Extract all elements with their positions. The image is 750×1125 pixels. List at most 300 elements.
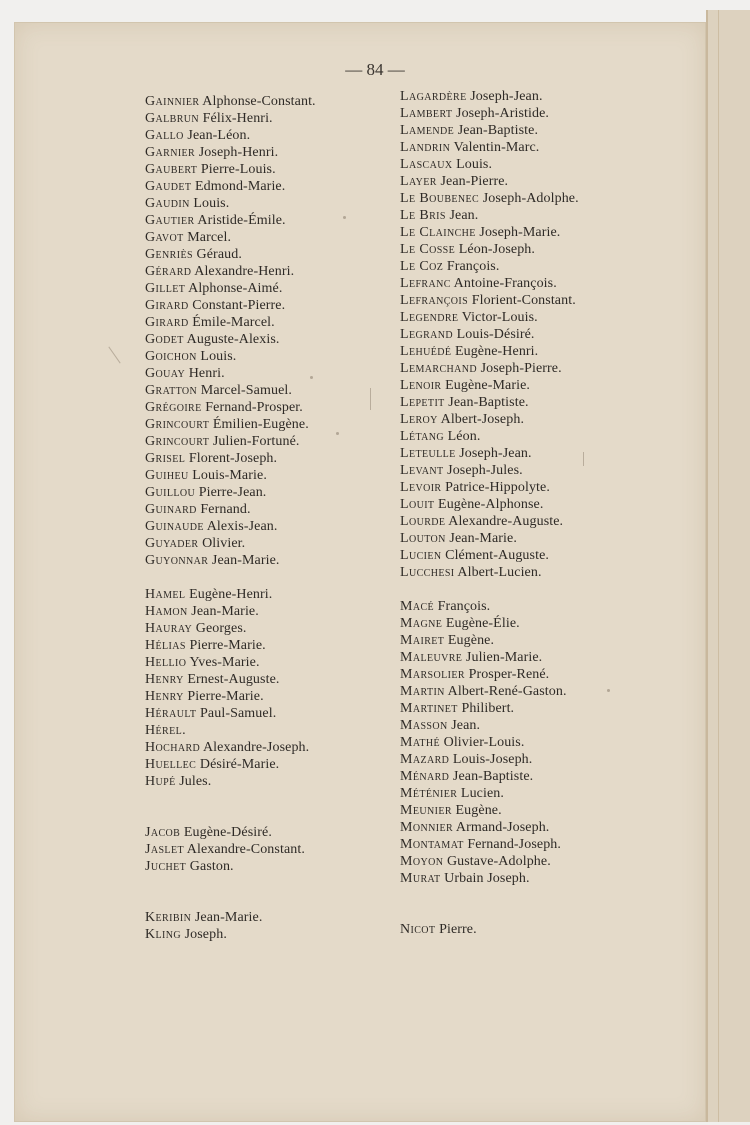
- surname: Godet: [145, 332, 184, 347]
- name-entry: [400, 411, 655, 428]
- name-entry: [400, 496, 655, 513]
- name-entry: [400, 258, 655, 275]
- surname: Grisel: [145, 451, 186, 466]
- given-names: Jean-Baptiste.: [448, 395, 529, 410]
- name-entry: [145, 229, 380, 246]
- given-names: Jean-Pierre.: [440, 174, 509, 189]
- given-names: Florent-Joseph.: [188, 451, 278, 466]
- given-names: Pierre-Louis.: [200, 162, 276, 177]
- name-entry: [145, 331, 380, 348]
- given-names: Gustave-Adolphe.: [446, 854, 551, 869]
- name-group-j: [145, 824, 380, 875]
- name-entry: [145, 671, 380, 688]
- name-entry: [145, 110, 380, 127]
- name-entry: [400, 547, 655, 564]
- name-entry: [145, 178, 380, 195]
- surname: Le Clainche: [400, 225, 476, 240]
- name-list: [400, 598, 655, 887]
- surname: Huellec: [145, 757, 197, 772]
- given-names: Joseph-Pierre.: [480, 361, 562, 376]
- given-names: Pierre-Marie.: [189, 638, 266, 653]
- name-entry: [400, 530, 655, 547]
- name-entry: [145, 161, 380, 178]
- surname: Guyonnar: [145, 553, 209, 568]
- surname: Gratton: [145, 383, 198, 398]
- given-names: Ernest-Auguste.: [187, 672, 280, 687]
- given-names: Albert-Lucien.: [457, 565, 542, 580]
- name-entry: [400, 683, 655, 700]
- name-entry: [145, 535, 380, 552]
- name-entry: [400, 224, 655, 241]
- given-names: Pierre.: [439, 922, 477, 937]
- surname: Hérel.: [145, 723, 187, 738]
- given-names: Fernand-Joseph.: [467, 837, 561, 852]
- surname: Gallo: [145, 128, 184, 143]
- given-names: Émilien-Eugène.: [212, 417, 309, 432]
- given-names: Louis-Marie.: [192, 468, 267, 483]
- name-entry: [145, 926, 380, 943]
- given-names: Julien-Fortuné.: [212, 434, 300, 449]
- group-spacer: [400, 581, 655, 598]
- given-names: Auguste-Alexis.: [186, 332, 280, 347]
- name-entry: [400, 190, 655, 207]
- surname: Jaslet: [145, 842, 184, 857]
- name-entry: [400, 394, 655, 411]
- given-names: Géraud.: [196, 247, 242, 262]
- given-names: Eugène-Henri.: [454, 344, 539, 359]
- surname: Goichon: [145, 349, 197, 364]
- name-entry: [400, 768, 655, 785]
- given-names: Clément-Auguste.: [445, 548, 549, 563]
- given-names: Louis-Joseph.: [452, 752, 533, 767]
- given-names: Fernand.: [200, 502, 251, 517]
- given-names: Julien-Marie.: [465, 650, 543, 665]
- name-list: [145, 824, 380, 875]
- surname: Girard: [145, 315, 189, 330]
- given-names: Patrice-Hippolyte.: [445, 480, 550, 495]
- surname: Monnier: [400, 820, 454, 835]
- surname: Hélias: [145, 638, 186, 653]
- name-entry: [145, 433, 380, 450]
- surname: Martin: [400, 684, 445, 699]
- surname: Lepetit: [400, 395, 445, 410]
- given-names: Eugène-Marie.: [445, 378, 530, 393]
- paper-speck: [607, 689, 610, 692]
- given-names: Jules.: [179, 774, 212, 789]
- surname: Guyader: [145, 536, 199, 551]
- surname: Nicot: [400, 922, 436, 937]
- page-number: — 84 —: [345, 60, 405, 79]
- given-names: Pierre-Jean.: [198, 485, 267, 500]
- surname: Keribin: [145, 910, 192, 925]
- given-names: Léon-Joseph.: [458, 242, 536, 257]
- name-entry: [400, 751, 655, 768]
- paper-speck: [343, 216, 346, 219]
- given-names: Urbain Joseph.: [444, 871, 530, 886]
- name-entry: [400, 853, 655, 870]
- name-entry: [400, 241, 655, 258]
- name-list: [145, 93, 380, 569]
- name-entry: [145, 654, 380, 671]
- name-entry: [400, 513, 655, 530]
- name-entry: [400, 479, 655, 496]
- surname: Garnier: [145, 145, 196, 160]
- name-list: [145, 586, 380, 790]
- surname: Grincourt: [145, 434, 210, 449]
- surname: Gaudet: [145, 179, 192, 194]
- surname: Murat: [400, 871, 441, 886]
- given-names: Louis-Désiré.: [456, 327, 535, 342]
- name-group-h: [145, 586, 380, 790]
- name-entry: [145, 348, 380, 365]
- given-names: Alexandre-Constant.: [186, 842, 305, 857]
- name-entry: [145, 263, 380, 280]
- name-entry: [400, 734, 655, 751]
- name-group-n: [400, 921, 655, 938]
- surname: Mairet: [400, 633, 445, 648]
- group-spacer: [145, 875, 380, 909]
- name-entry: [145, 620, 380, 637]
- given-names: Alphonse-Aimé.: [188, 281, 283, 296]
- name-entry: [145, 195, 380, 212]
- name-entry: [400, 870, 655, 887]
- surname: Moyon: [400, 854, 444, 869]
- name-entry: [400, 462, 655, 479]
- name-entry: [145, 484, 380, 501]
- name-entry: [145, 518, 380, 535]
- left-name-column: [145, 93, 380, 943]
- name-entry: [145, 501, 380, 518]
- surname: Gérard: [145, 264, 192, 279]
- given-names: Émile-Marcel.: [192, 315, 275, 330]
- given-names: Alexis-Jean.: [206, 519, 278, 534]
- name-entry: [400, 105, 655, 122]
- given-names: Philibert.: [461, 701, 515, 716]
- surname: Maleuvre: [400, 650, 463, 665]
- name-entry: [400, 598, 655, 615]
- surname: Lambert: [400, 106, 453, 121]
- surname: Macé: [400, 599, 435, 614]
- surname: Létang: [400, 429, 445, 444]
- surname: Legrand: [400, 327, 454, 342]
- name-entry: [145, 399, 380, 416]
- given-names: Valentin-Marc.: [453, 140, 540, 155]
- surname: Kling: [145, 927, 181, 942]
- paper-speck: [336, 432, 339, 435]
- surname: Galbrun: [145, 111, 200, 126]
- surname: Lefranc: [400, 276, 451, 291]
- name-entry: [145, 144, 380, 161]
- pencil-mark: [583, 452, 584, 466]
- surname: Genriès: [145, 247, 193, 262]
- surname: Hupé: [145, 774, 176, 789]
- surname: Ménard: [400, 769, 450, 784]
- right-name-column: [400, 88, 655, 938]
- name-entry: [400, 377, 655, 394]
- name-entry: [145, 705, 380, 722]
- surname: Lemarchand: [400, 361, 477, 376]
- name-entry: [400, 445, 655, 462]
- name-entry: [145, 127, 380, 144]
- surname: Legendre: [400, 310, 459, 325]
- surname: Mathé: [400, 735, 440, 750]
- name-entry: [400, 292, 655, 309]
- given-names: Joseph-Marie.: [479, 225, 561, 240]
- group-spacer: [145, 569, 380, 586]
- given-names: Jean-Baptiste.: [452, 769, 534, 784]
- surname: Lucien: [400, 548, 442, 563]
- given-names: Fernand-Prosper.: [205, 400, 303, 415]
- name-entry: [145, 586, 380, 603]
- name-group-k: [145, 909, 380, 943]
- surname: Marsolier: [400, 667, 465, 682]
- name-entry: [400, 173, 655, 190]
- given-names: François.: [437, 599, 491, 614]
- given-names: Jean.: [449, 208, 479, 223]
- surname: Grincourt: [145, 417, 210, 432]
- surname: Gainnier: [145, 94, 200, 109]
- name-entry: [400, 802, 655, 819]
- name-list: [145, 909, 380, 943]
- name-entry: [400, 717, 655, 734]
- surname: Meunier: [400, 803, 452, 818]
- group-spacer: [400, 887, 655, 921]
- surname: Le Cosse: [400, 242, 456, 257]
- surname: Gaudin: [145, 196, 190, 211]
- given-names: Joseph-Aristide.: [456, 106, 550, 121]
- name-entry: [145, 297, 380, 314]
- given-names: Pierre-Marie.: [187, 689, 264, 704]
- name-entry: [145, 382, 380, 399]
- given-names: Gaston.: [189, 859, 234, 874]
- surname: Gillet: [145, 281, 186, 296]
- surname: Masson: [400, 718, 448, 733]
- name-entry: [145, 450, 380, 467]
- given-names: Edmond-Marie.: [195, 179, 286, 194]
- name-list: [400, 921, 655, 938]
- surname: Jacob: [145, 825, 181, 840]
- name-group-l: [400, 88, 655, 581]
- name-group-g: [145, 93, 380, 569]
- pencil-mark: [370, 388, 371, 410]
- name-entry: [145, 841, 380, 858]
- given-names: Paul-Samuel.: [200, 706, 277, 721]
- name-entry: [400, 700, 655, 717]
- given-names: Louis.: [200, 349, 237, 364]
- surname: Levoir: [400, 480, 442, 495]
- given-names: Eugène-Désiré.: [183, 825, 272, 840]
- name-entry: [400, 309, 655, 326]
- surname: Gaubert: [145, 162, 198, 177]
- surname: Lourde: [400, 514, 446, 529]
- surname: Lamende: [400, 123, 455, 138]
- given-names: Antoine-François.: [453, 276, 557, 291]
- name-entry: [145, 552, 380, 569]
- surname: Juchet: [145, 859, 187, 874]
- surname: Landrin: [400, 140, 451, 155]
- name-entry: [145, 467, 380, 484]
- name-entry: [400, 564, 655, 581]
- given-names: Jean-Marie.: [449, 531, 517, 546]
- surname: Martinet: [400, 701, 458, 716]
- given-names: Victor-Louis.: [461, 310, 538, 325]
- given-names: Henri.: [188, 366, 225, 381]
- surname: Levant: [400, 463, 444, 478]
- name-entry: [400, 156, 655, 173]
- given-names: Joseph-Jules.: [447, 463, 523, 478]
- surname: Gouay: [145, 366, 186, 381]
- surname: Le Boubenec: [400, 191, 480, 206]
- name-entry: [400, 632, 655, 649]
- name-entry: [400, 139, 655, 156]
- surname: Guillou: [145, 485, 196, 500]
- name-entry: [145, 280, 380, 297]
- surname: Hérault: [145, 706, 197, 721]
- given-names: Joseph-Henri.: [198, 145, 279, 160]
- surname: Hamon: [145, 604, 188, 619]
- given-names: Armand-Joseph.: [455, 820, 550, 835]
- given-names: Eugène-Henri.: [189, 587, 273, 602]
- name-entry: [145, 773, 380, 790]
- given-names: Lucien.: [460, 786, 504, 801]
- surname: Lascaux: [400, 157, 453, 172]
- surname: Hochard: [145, 740, 201, 755]
- surname: Le Bris: [400, 208, 446, 223]
- surname: Hellio: [145, 655, 187, 670]
- name-entry: [145, 824, 380, 841]
- surname: Gautier: [145, 213, 195, 228]
- name-entry: [400, 819, 655, 836]
- given-names: Félix-Henri.: [202, 111, 273, 126]
- given-names: Jean.: [451, 718, 481, 733]
- given-names: Alexandre-Auguste.: [448, 514, 564, 529]
- given-names: Joseph.: [184, 927, 227, 942]
- name-entry: [400, 343, 655, 360]
- surname: Le Coz: [400, 259, 444, 274]
- surname: Louton: [400, 531, 446, 546]
- given-names: Florient-Constant.: [471, 293, 576, 308]
- name-entry: [400, 649, 655, 666]
- name-group-m: [400, 598, 655, 887]
- given-names: François.: [446, 259, 500, 274]
- given-names: Albert-Joseph.: [440, 412, 525, 427]
- surname: Lenoir: [400, 378, 442, 393]
- surname: Grégoire: [145, 400, 202, 415]
- surname: Magne: [400, 616, 443, 631]
- name-entry: [145, 93, 380, 110]
- surname: Guinaude: [145, 519, 204, 534]
- name-entry: [400, 122, 655, 139]
- given-names: Marcel-Samuel.: [200, 383, 292, 398]
- name-entry: [145, 756, 380, 773]
- given-names: Olivier-Louis.: [443, 735, 525, 750]
- given-names: Eugène.: [447, 633, 495, 648]
- surname: Lucchesi: [400, 565, 455, 580]
- given-names: Alexandre-Joseph.: [202, 740, 310, 755]
- given-names: Yves-Marie.: [189, 655, 260, 670]
- surname: Hamel: [145, 587, 186, 602]
- name-entry: [400, 666, 655, 683]
- given-names: Jean-Baptiste.: [457, 123, 539, 138]
- name-entry: [145, 212, 380, 229]
- given-names: Albert-René-Gaston.: [447, 684, 567, 699]
- name-entry: [400, 836, 655, 853]
- group-spacer: [145, 790, 380, 824]
- surname: Hauray: [145, 621, 193, 636]
- given-names: Jean-Léon.: [187, 128, 251, 143]
- name-entry: [400, 785, 655, 802]
- given-names: Olivier.: [202, 536, 246, 551]
- surname: Lefrançois: [400, 293, 469, 308]
- name-entry: [400, 275, 655, 292]
- surname: Louit: [400, 497, 435, 512]
- facing-page-edge: [706, 10, 750, 1122]
- surname: Méténier: [400, 786, 458, 801]
- name-entry: [145, 603, 380, 620]
- paper-speck: [310, 376, 313, 379]
- given-names: Léon.: [447, 429, 481, 444]
- surname: Leteulle: [400, 446, 456, 461]
- name-entry: [400, 428, 655, 445]
- given-names: Georges.: [195, 621, 247, 636]
- given-names: Aristide-Émile.: [197, 213, 286, 228]
- name-entry: [145, 688, 380, 705]
- name-entry: [400, 615, 655, 632]
- surname: Lehuédé: [400, 344, 452, 359]
- given-names: Jean-Marie.: [211, 553, 280, 568]
- surname: Leroy: [400, 412, 438, 427]
- surname: Gavot: [145, 230, 184, 245]
- surname: Guiheu: [145, 468, 189, 483]
- name-entry: [145, 909, 380, 926]
- given-names: Constant-Pierre.: [192, 298, 286, 313]
- surname: Girard: [145, 298, 189, 313]
- given-names: Jean-Marie.: [194, 910, 263, 925]
- name-entry: [400, 360, 655, 377]
- name-entry: [145, 739, 380, 756]
- surname: Layer: [400, 174, 437, 189]
- surname: Lagardère: [400, 89, 467, 104]
- name-entry: [400, 207, 655, 224]
- surname: Montamat: [400, 837, 464, 852]
- given-names: Eugène-Élie.: [445, 616, 520, 631]
- name-entry: [145, 637, 380, 654]
- given-names: Eugène-Alphonse.: [438, 497, 544, 512]
- surname: Mazard: [400, 752, 450, 767]
- given-names: Jean-Marie.: [191, 604, 259, 619]
- name-entry: [145, 858, 380, 875]
- given-names: Alphonse-Constant.: [202, 94, 316, 109]
- name-entry: [145, 416, 380, 433]
- name-entry: [145, 246, 380, 263]
- surname: Henry: [145, 689, 184, 704]
- name-entry: [400, 326, 655, 343]
- given-names: Joseph-Adolphe.: [482, 191, 579, 206]
- given-names: Alexandre-Henri.: [194, 264, 295, 279]
- name-list: [400, 88, 655, 581]
- given-names: Marcel.: [187, 230, 232, 245]
- given-names: Prosper-René.: [468, 667, 550, 682]
- name-entry: [400, 88, 655, 105]
- name-entry: [145, 722, 380, 739]
- given-names: Joseph-Jean.: [459, 446, 532, 461]
- given-names: Louis.: [193, 196, 230, 211]
- name-entry: [145, 365, 380, 382]
- given-names: Eugène.: [455, 803, 502, 818]
- given-names: Joseph-Jean.: [470, 89, 543, 104]
- name-entry: [400, 921, 655, 938]
- name-entry: [145, 314, 380, 331]
